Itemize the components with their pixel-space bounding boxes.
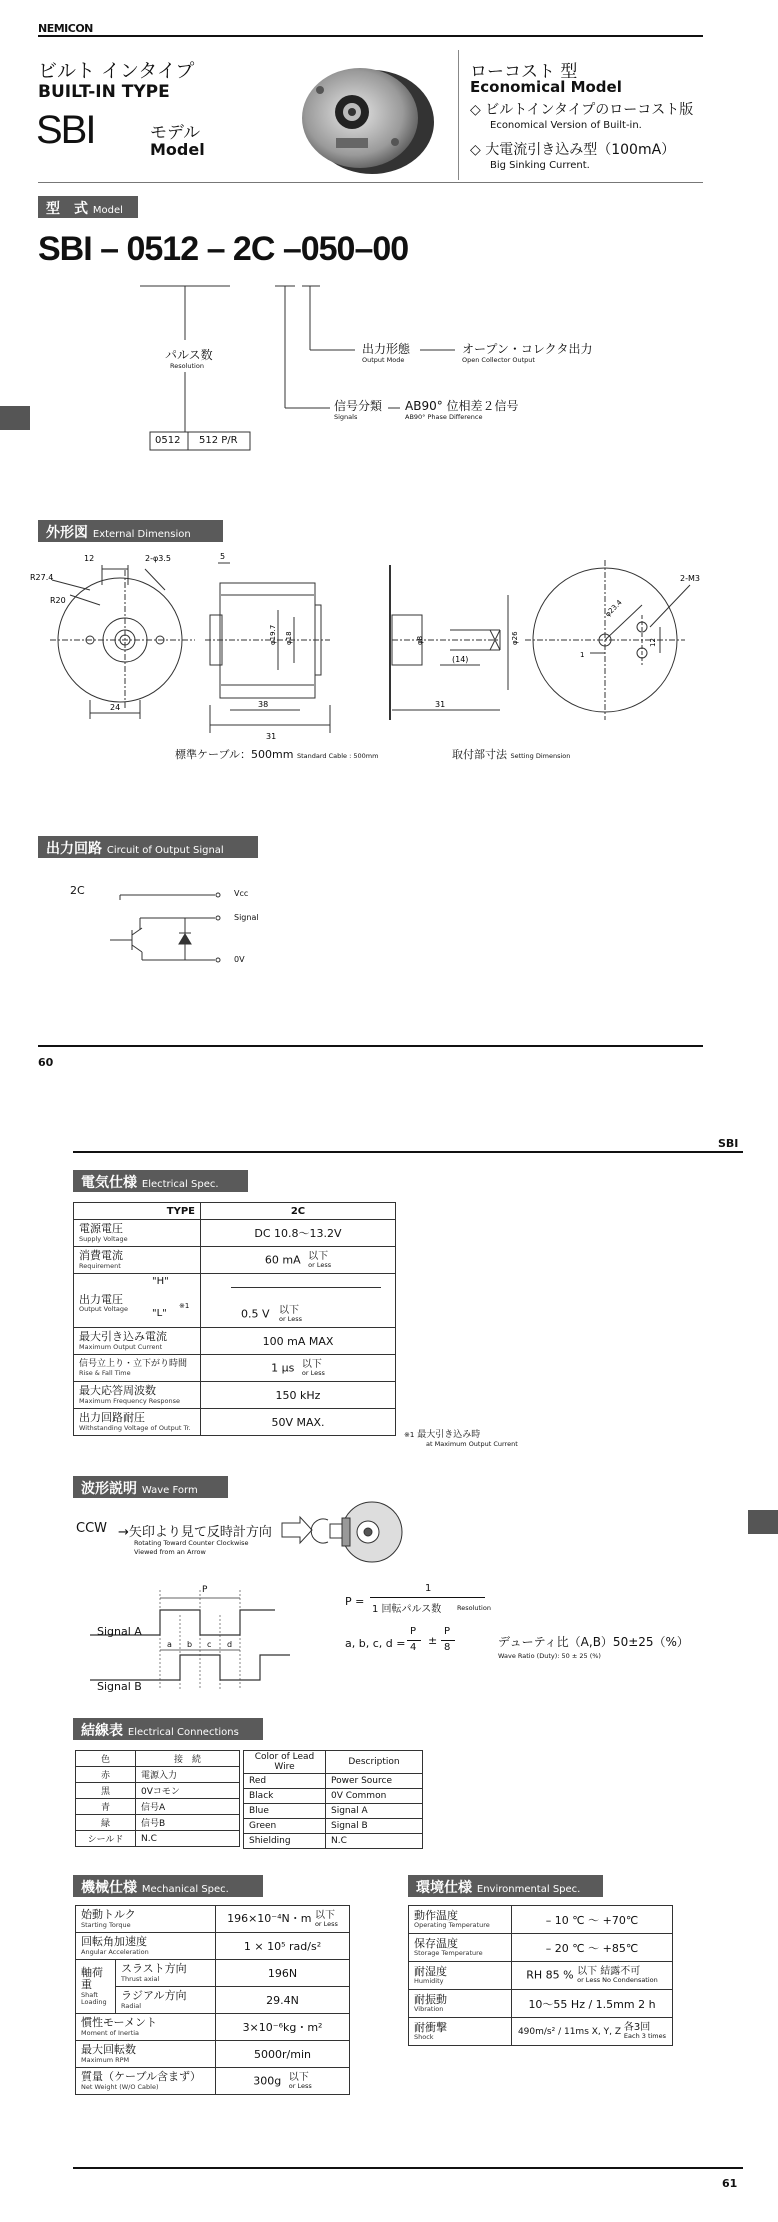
rise-label — [74, 1355, 201, 1382]
weight-note-en: or Less — [288, 2081, 312, 2090]
radial-value: 29.4N — [216, 1987, 350, 2014]
model-code-leader-lines — [0, 0, 778, 470]
humidity-value: RH 85 % — [526, 1968, 574, 1982]
rpm-value: 5000r/min — [216, 2041, 350, 2068]
vibration-label — [409, 1990, 512, 2018]
electrical-footnote — [404, 1427, 518, 1448]
voltage-h-line — [231, 1287, 381, 1288]
res-code: 0512 — [155, 435, 181, 446]
dim-holes: 2-φ3.5 — [145, 554, 171, 563]
page61-bottom-rule — [73, 2167, 743, 2169]
vibration-value: 10〜55 Hz / 1.5mm 2 h — [512, 1990, 673, 2018]
accel-value: 1 × 10⁵ rad/s² — [216, 1933, 350, 1960]
ov-label: 0V — [234, 955, 245, 964]
output-mode-value-jp: オープン・コレクタ出力 — [462, 342, 593, 356]
inertia-en: Moment of Inertia — [81, 2028, 140, 2037]
mechanical-section-bar — [73, 1875, 263, 1897]
inertia-value: 3×10⁻⁶kg・m² — [216, 2014, 350, 2041]
conn-row-color-jp: 緑 — [76, 1815, 136, 1831]
running-head: SBI — [718, 1137, 739, 1150]
current-note-en: or Less — [308, 1260, 332, 1269]
accel-en: Angular Acceleration — [81, 1947, 149, 1956]
thrust-en: Thrust axial — [121, 1974, 160, 1983]
seg-c: c — [207, 1640, 212, 1649]
page-number-61: 61 — [722, 2177, 738, 2190]
conn-row-color-jp: 青 — [76, 1799, 136, 1815]
setting-dim — [452, 746, 570, 762]
freq-en: Maximum Frequency Response — [79, 1396, 180, 1405]
rpm-jp: 最大回転数 — [81, 2043, 136, 2057]
side-tab-left — [0, 406, 30, 430]
current-value: 60 mA — [264, 1253, 301, 1266]
electrical-section-bar — [73, 1170, 248, 1192]
dim-24: 24 — [110, 703, 121, 712]
st-temp-en: Storage Temperature — [414, 1949, 483, 1958]
conn-row-conn-jp: 信号B — [136, 1815, 240, 1831]
feature2-jp: ◇ 大電流引き込み型（100mA） — [470, 142, 676, 158]
rise-jp: 信号立上り・立下がり時間 — [79, 1359, 188, 1370]
conn-row-color-en: Blue — [244, 1804, 326, 1819]
shock-jp: 耐衝撃 — [414, 2020, 447, 2034]
shock-note-en: Each 3 times — [623, 2032, 667, 2041]
inertia-jp: 慣性モーメント — [81, 2016, 158, 2030]
conn-row-desc-en: Signal B — [326, 1819, 423, 1834]
signals-value-en: AB90° Phase Difference — [405, 413, 483, 421]
conn-row-desc-en: Signal A — [326, 1804, 423, 1819]
withstand-jp: 出力回路耐圧 — [79, 1411, 145, 1425]
environmental-bar-jp: 環境仕様 — [416, 1880, 472, 1896]
dim-38: 38 — [258, 700, 269, 709]
cable-jp-text: 標準ケーブル：500mm — [175, 748, 294, 761]
pulse-waveform-diagram — [90, 1570, 300, 1720]
load-jp: 軸荷重 — [81, 1965, 103, 1992]
waveform-bar-en: Wave Form — [141, 1485, 198, 1496]
humidity-en: Humidity — [414, 1977, 444, 1986]
dim-phi8: φ8 — [416, 635, 424, 645]
radial-jp: ラジアル方向 — [121, 1989, 187, 2003]
p-formula-den-jp: 1 回転パルス数 — [372, 1604, 442, 1615]
feature1-en: Economical Version of Built-in. — [490, 120, 642, 131]
seg-d: d — [227, 1640, 233, 1649]
supply-en: Supply Voltage — [79, 1234, 128, 1243]
weight-note: 以下 — [288, 2071, 309, 2083]
abcd-f2-den: 8 — [444, 1642, 451, 1653]
conn-en-header-desc: Description — [326, 1751, 423, 1774]
rpm-en: Maximum RPM — [81, 2055, 130, 2064]
conn-row-color-jp: シールド — [76, 1831, 136, 1847]
model-code: SBI — [36, 108, 95, 152]
page-number-60: 60 — [38, 1056, 54, 1069]
page61-top-rule — [73, 1151, 743, 1153]
radial-en: Radial — [121, 2001, 142, 2010]
torque-note-en: or Less — [314, 1920, 338, 1929]
sink-en: Maximum Output Current — [79, 1342, 163, 1351]
model-en: Model — [150, 140, 205, 159]
circuit-type: 2C — [70, 884, 85, 897]
output-mode-value-en: Open Collector Output — [462, 356, 535, 364]
rise-value-cell — [201, 1355, 396, 1382]
setting-jp-text: 取付部寸法 — [452, 748, 507, 761]
dim-phi234: φ23.4 — [603, 598, 624, 619]
duty-en: Wave Ratio (Duty): 50 ± 25 (%) — [498, 1652, 601, 1660]
conn-en-header-color: Color of Lead Wire — [244, 1751, 326, 1774]
connections-section-bar — [73, 1718, 263, 1740]
op-temp-label — [409, 1906, 512, 1934]
torque-en: Starting Torque — [81, 1920, 131, 1929]
freq-jp: 最大応答周波数 — [79, 1384, 156, 1398]
conn-row-conn-jp: N.C — [136, 1831, 240, 1847]
rise-note: 以下 — [301, 1358, 322, 1370]
st-temp-jp: 保存温度 — [414, 1936, 458, 1950]
signals-jp: 信号分類 — [334, 399, 383, 413]
voltage-note-en: or Less — [279, 1315, 303, 1323]
signal-b-label: Signal B — [97, 1680, 142, 1693]
ccw-label: CCW — [76, 1521, 108, 1536]
signals-en: Signals — [334, 413, 358, 421]
feature-title-jp: ローコスト 型 — [470, 62, 578, 82]
torque-value: 196×10⁻⁴N・m — [227, 1912, 312, 1926]
dim-r274: R27.4 — [30, 573, 54, 582]
conn-row-color-en: Black — [244, 1789, 326, 1804]
dim-12: 12 — [84, 554, 95, 563]
dim-phi18: φ18 — [285, 631, 293, 645]
humidity-note-en: or Less No Condensation — [577, 1976, 658, 1985]
cable-jp — [175, 746, 378, 762]
shock-note: 各3回 — [623, 2022, 651, 2034]
abcd-f2-bar — [441, 1640, 455, 1641]
rise-en: Rise & Fall Time — [79, 1368, 131, 1377]
weight-label — [76, 2068, 216, 2095]
connections-bar-en: Electrical Connections — [127, 1727, 239, 1738]
circuit-bar-en: Circuit of Output Signal — [106, 845, 224, 856]
voltage-note: 以下 — [279, 1305, 300, 1316]
output-mode-en: Output Mode — [362, 356, 405, 364]
footnote-mark: ※1 — [404, 1431, 415, 1439]
conn-row-conn-jp: 0Vコモン — [136, 1783, 240, 1799]
accel-label — [76, 1933, 216, 1960]
p-formula-den-en: Resolution — [457, 1604, 491, 1612]
abcd-f1-den: 4 — [410, 1642, 417, 1653]
rotation-direction-illustration — [280, 1500, 410, 1570]
mechanical-bar-en: Mechanical Spec. — [141, 1884, 229, 1895]
conn-row-color-en: Shielding — [244, 1834, 326, 1849]
sink-jp: 最大引き込み電流 — [79, 1330, 167, 1344]
dim-phi26: φ26 — [511, 631, 519, 645]
dim-r20: R20 — [50, 596, 66, 605]
weight-en: Net Weight (W/O Cable) — [81, 2082, 159, 2091]
electrical-bar-en: Electrical Spec. — [141, 1179, 219, 1190]
type-value: 2C — [201, 1203, 396, 1220]
shock-value-cell — [512, 2018, 673, 2046]
conn-row-color-en: Green — [244, 1819, 326, 1834]
thrust-jp: スラスト方向 — [121, 1962, 187, 1976]
signals-value-jp: AB90° 位相差２信号 — [405, 399, 519, 413]
p-marker: P — [202, 1585, 208, 1595]
waveform-section-bar — [73, 1476, 228, 1498]
direction-jp: →矢印より見て反時計方向 — [118, 1525, 272, 1540]
feature2-en: Big Sinking Current. — [490, 160, 590, 171]
current-value-cell — [201, 1247, 396, 1274]
conn-row-conn-jp: 電源入力 — [136, 1767, 240, 1783]
title-en: BUILT-IN TYPE — [38, 82, 170, 102]
dim-5: 5 — [220, 552, 226, 561]
abcd-pm: ± — [428, 1634, 438, 1647]
conn-row-desc-en: N.C — [326, 1834, 423, 1849]
conn-row-desc-en: 0V Common — [326, 1789, 423, 1804]
shock-en: Shock — [414, 2033, 434, 2042]
dim-31-setting: 31 — [435, 700, 446, 709]
connections-bar-jp: 結線表 — [81, 1723, 123, 1739]
accel-jp: 回転角加速度 — [81, 1935, 147, 1949]
mechanical-bar-jp: 機械仕様 — [81, 1880, 137, 1896]
voltage-en: Output Voltage — [79, 1305, 129, 1314]
humidity-value-cell — [512, 1962, 673, 1990]
voltage-h: "H" — [152, 1276, 169, 1287]
abcd-f1-bar — [407, 1640, 421, 1641]
waveform-bar-jp: 波形説明 — [81, 1481, 137, 1497]
cable-en-text: Standard Cable : 500mm — [296, 752, 379, 760]
footnote-en: at Maximum Output Current — [426, 1440, 518, 1448]
current-label — [74, 1247, 201, 1274]
vibration-en: Vibration — [414, 2005, 444, 2014]
seg-a: a — [167, 1640, 172, 1649]
dim-2m3: 2-M3 — [680, 574, 700, 583]
freq-value: 150 kHz — [201, 1382, 396, 1409]
torque-value-cell — [216, 1906, 350, 1933]
connections-jp-table — [75, 1750, 240, 1847]
weight-value: 300g — [253, 2074, 282, 2087]
torque-note: 以下 — [314, 1910, 335, 1922]
torque-label — [76, 1906, 216, 1933]
voltage-value-cell — [201, 1274, 396, 1328]
res-value: 512 P/R — [199, 435, 238, 446]
dim-1: 1 — [580, 651, 585, 659]
conn-jp-header-color: 色 — [76, 1751, 136, 1767]
torque-jp: 始動トルク — [81, 1908, 136, 1922]
external-dimension-drawing — [30, 545, 750, 745]
supply-label — [74, 1220, 201, 1247]
dim-14: (14) — [452, 655, 469, 664]
circuit-section-bar — [38, 836, 258, 858]
withstand-en: Withstanding Voltage of Output Tr. — [79, 1423, 191, 1432]
thrust-label — [116, 1960, 216, 1987]
conn-row-color-jp: 黒 — [76, 1783, 136, 1799]
st-temp-value: – 20 ℃ 〜 +85℃ — [512, 1934, 673, 1962]
resolution-en: Resolution — [170, 362, 204, 370]
humidity-jp: 耐湿度 — [414, 1964, 447, 1978]
load-en: Shaft Loading — [81, 1991, 107, 2007]
dimension-bar-jp: 外形図 — [46, 525, 88, 541]
rpm-label — [76, 2041, 216, 2068]
current-jp: 消費電流 — [79, 1249, 123, 1263]
weight-jp: 質量（ケーブル含まず） — [81, 2070, 202, 2084]
electrical-bar-jp: 電気仕様 — [81, 1175, 137, 1191]
direction-en2: Viewed from an Arrow — [134, 1548, 206, 1556]
environmental-spec-table — [408, 1905, 673, 2046]
rise-value: 1 μs — [271, 1361, 295, 1374]
conn-row-desc-en: Power Source — [326, 1774, 423, 1789]
load-label — [76, 1960, 116, 2014]
page60-bottom-rule — [38, 1045, 703, 1047]
dim-phi197: φ19.7 — [269, 624, 277, 645]
sink-value: 100 mA MAX — [201, 1328, 396, 1355]
humidity-note: 以下 結露不可 — [577, 1966, 641, 1978]
footnote-jp: 最大引き込み時 — [417, 1430, 481, 1440]
conn-row-conn-jp: 信号A — [136, 1799, 240, 1815]
output-mode-jp: 出力形態 — [362, 342, 411, 356]
model-code-full: SBI – 0512 – 2C –050–00 — [38, 230, 409, 268]
thrust-value: 196N — [216, 1960, 350, 1987]
feature-title-en: Economical Model — [470, 78, 622, 96]
voltage-l: "L" — [152, 1308, 167, 1319]
abcd-f1-num: P — [410, 1626, 417, 1637]
resolution-jp: パルス数 — [165, 348, 213, 362]
op-temp-value: – 10 ℃ 〜 +70℃ — [512, 1906, 673, 1934]
shock-label — [409, 2018, 512, 2046]
dim-31-side: 31 — [266, 732, 277, 741]
sink-label — [74, 1328, 201, 1355]
abcd-lhs: a, b, c, d = — [345, 1637, 406, 1650]
op-temp-jp: 動作温度 — [414, 1908, 458, 1922]
voltage-jp: 出力電圧 — [79, 1292, 123, 1306]
conn-row-color-jp: 赤 — [76, 1767, 136, 1783]
model-jp: モデル — [150, 123, 201, 143]
side-tab-right — [748, 1510, 778, 1534]
humidity-label — [409, 1962, 512, 1990]
withstand-label — [74, 1409, 201, 1436]
model-bar-en: Model — [92, 205, 123, 216]
connections-en-table — [243, 1750, 423, 1849]
dim-12-setting: 12 — [649, 638, 657, 647]
p-formula-num: 1 — [425, 1583, 432, 1594]
title-jp: ビルト インタイプ — [38, 60, 195, 82]
environmental-bar-en: Environmental Spec. — [476, 1884, 581, 1895]
vcc-label: Vcc — [234, 889, 249, 898]
direction-en1: Rotating Toward Counter Clockwise — [134, 1539, 249, 1547]
voltage-label — [74, 1274, 201, 1328]
brand-logo: NEMICON — [38, 22, 93, 35]
duty-jp: デューティ比（A,B）50±25（%） — [498, 1635, 689, 1649]
current-note: 以下 — [308, 1250, 329, 1262]
withstand-value: 50V MAX. — [201, 1409, 396, 1436]
weight-value-cell — [216, 2068, 350, 2095]
supply-jp: 電源電圧 — [79, 1222, 123, 1236]
model-bar-jp: 型 式 — [46, 201, 88, 217]
voltage-l-value: 0.5 V — [241, 1307, 270, 1321]
mechanical-spec-table — [75, 1905, 350, 2095]
conn-jp-header-conn: 接 続 — [136, 1751, 240, 1767]
type-label: TYPE — [74, 1203, 201, 1220]
rise-note-en: or Less — [301, 1368, 325, 1377]
signal-label: Signal — [234, 913, 259, 922]
st-temp-label — [409, 1934, 512, 1962]
vibration-jp: 耐振動 — [414, 1992, 447, 2006]
p-formula-bar — [370, 1597, 485, 1598]
shock-value: 490m/s² / 11ms X, Y, Z — [517, 2027, 622, 2037]
environmental-section-bar — [408, 1875, 603, 1897]
circuit-bar-jp: 出力回路 — [46, 841, 102, 857]
conn-row-color-en: Red — [244, 1774, 326, 1789]
abcd-f2-num: P — [444, 1626, 451, 1637]
radial-label — [116, 1987, 216, 2014]
op-temp-en: Operating Temperature — [414, 1921, 490, 1930]
seg-b: b — [187, 1640, 193, 1649]
dimension-section-bar — [38, 520, 223, 542]
dimension-bar-en: External Dimension — [92, 529, 191, 540]
signal-a-label: Signal A — [97, 1625, 142, 1638]
current-en: Requirement — [79, 1261, 121, 1270]
voltage-mark: ※1 — [179, 1302, 190, 1310]
supply-value: DC 10.8〜13.2V — [201, 1220, 396, 1247]
feature1-jp: ◇ ビルトインタイプのローコスト版 — [470, 102, 694, 118]
inertia-label — [76, 2014, 216, 2041]
electrical-spec-table — [73, 1202, 396, 1436]
p-formula-lhs: P = — [345, 1595, 365, 1608]
setting-en-text: Setting Dimension — [510, 752, 571, 760]
freq-label — [74, 1382, 201, 1409]
